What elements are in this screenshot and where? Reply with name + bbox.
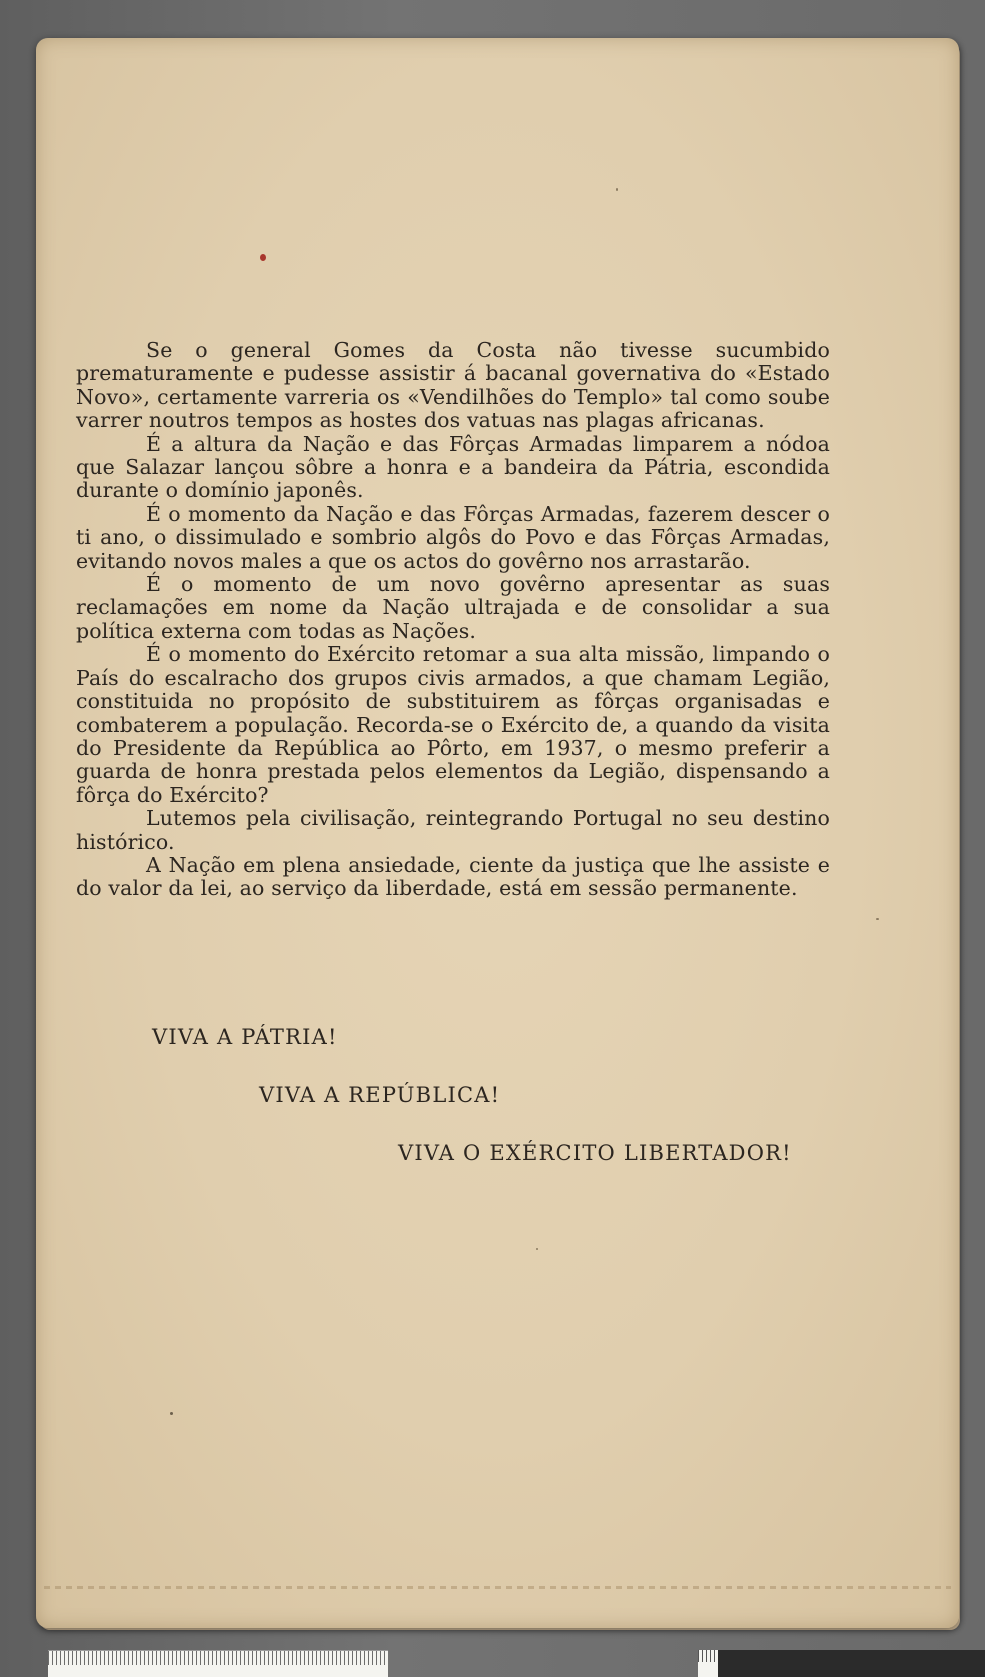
paper-speck [876, 918, 879, 920]
paper-speck [536, 1248, 538, 1250]
scale-ruler-tab [698, 1650, 718, 1677]
paragraph: Se o general Gomes da Costa não tivesse sucumbido prematuramente e pudesse assistir á bacanal governativa do «Estado Novo», certamente varreria os «Vendilhões do Templo» tal como soube varrer noutros tempos as hostes dos vatuas nas plagas africanas. [76, 338, 830, 433]
document-body [76, 339, 830, 901]
paragraph: É o momento da Nação e das Fôrças Armadas, fazerem descer o ti ano, o dissimulado e sombrio algôs do Povo e das Fôrças Armadas, evitando novos males a que os actos do govêrno nos arrastarão. [76, 501, 830, 573]
paper-speck [170, 1412, 173, 1415]
closing-cry: VIVA O EXÉRCITO LIBERTADOR! [398, 1141, 792, 1165]
closing-cry: VIVA A PÁTRIA! [152, 1025, 338, 1049]
paragraph: Lutemos pela civilisação, reintegrando Portugal no seu destino histórico. [76, 806, 830, 854]
paragraph: É o momento de um novo govêrno apresentar as suas reclamações em nome da Nação ultrajada e de consolidar a sua política externa com todas as Nações. [76, 572, 830, 643]
paper-speck [616, 188, 618, 191]
red-ink-speck [260, 254, 266, 261]
paragraph: A Nação em plena ansiedade, ciente da justiça que lhe assiste e do valor da lei, ao serviço da liberdade, está em sessão permanente. [76, 852, 830, 901]
paragraph: É o momento do Exército retomar a sua alta missão, limpando o País do escalracho dos grupos civis armados, a que chamam Legião, constituida no propósito de substituirem as fôrças organisadas e combaterem a população. Recorda-se o Exército de, a quando da visita do Presidente da República ao Pôrto, em 1937, o mesmo preferir a guarda de honra prestada pelos elementos da Legião, dispensando a fôrça do Exército? [76, 642, 830, 807]
bottom-dark-strip [718, 1650, 985, 1677]
scale-ruler [48, 1650, 388, 1677]
paragraph: É a altura da Nação e das Fôrças Armadas limparem a nódoa que Salazar lançou sôbre a honra e a bandeira da Pátria, escondida durante o domínio japonês. [76, 431, 830, 503]
closing-cry: VIVA A REPÚBLICA! [259, 1083, 501, 1107]
